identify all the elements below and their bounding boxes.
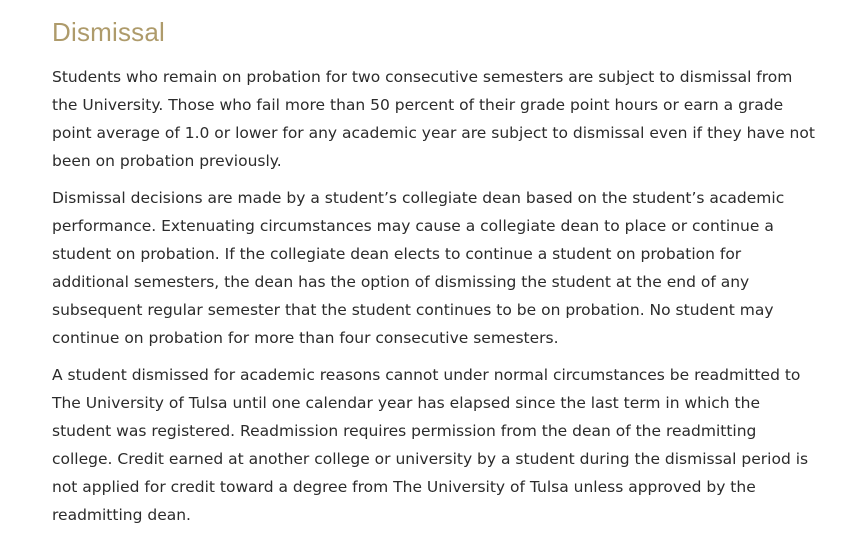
paragraph-readmission: A student dismissed for academic reasons cannot under normal circumstances be readmitted to The University of Tulsa until one calendar year has elapsed since the last term in which the student was registered. Readmission requires permission from the dean of the readmitting college. Credit earned at another college or university by a student during the dismissal period is not applied for credit toward a degree from The University of Tulsa unless approved by the readmitting dean. xyxy=(52,366,809,524)
paragraph-dismissal-decisions: Dismissal decisions are made by a student’s collegiate dean based on the student’s academic performance. Extenuating circumstances may cause a collegiate dean to place or continue a student on probation. If the collegiate dean elects to continue a student on probation for additional semesters, the dean has the option of dismissing the student at the end of any subsequent regular semester that the student continues to be on probation. No student may continue on probation for more than four consecutive semesters. xyxy=(52,189,785,347)
paragraph-probation-dismissal: Students who remain on probation for two consecutive semesters are subject to dismissal from the University. Those who fail more than 50 percent of their grade point hours or earn a grade point average of 1.0 or lower for any academic year are subject to dismissal even if they have not been on probation previously. xyxy=(52,68,815,170)
section-heading: Dismissal xyxy=(52,17,166,47)
